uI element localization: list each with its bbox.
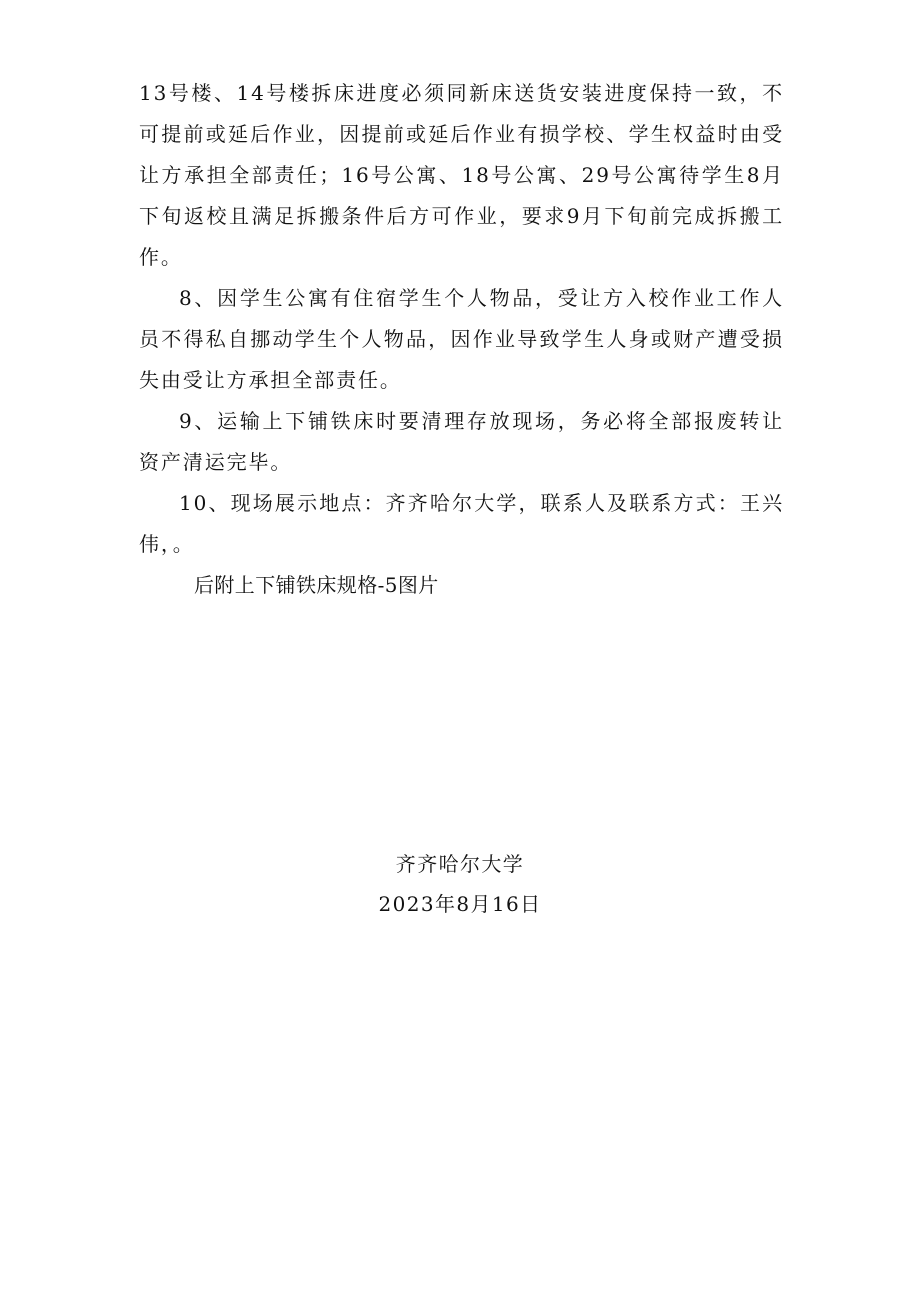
paragraph-item-9: 9、运输上下铺铁床时要清理存放现场，务必将全部报废转让资产清运完毕。 xyxy=(139,409,784,474)
document-body xyxy=(139,73,784,606)
signature-block xyxy=(0,844,920,924)
paragraph-item-10: 10、现场展示地点：齐齐哈尔大学，联系人及联系方式：王兴伟，。 xyxy=(139,491,784,556)
paragraph-item-8: 8、因学生公寓有住宿学生个人物品，受让方入校作业工作人员不得私自挪动学生个人物品，因作业导致学生人身或财产遭受损失由受让方承担全部责任。 xyxy=(139,286,784,392)
attachment-note: 后附上下铺铁床规格-5图片 xyxy=(194,573,439,597)
signature-organization: 齐齐哈尔大学 xyxy=(395,852,525,876)
paragraph-continuation: 13号楼、14号楼拆床进度必须同新床送货安装进度保持一致，不可提前或延后作业，因提前或延后作业有损学校、学生权益时由受让方承担全部责任；16号公寓、18号公寓、29号公寓待学生8月下旬返校且满足拆搬条件后方可作业，要求9月下旬前完成拆搬工作。 xyxy=(139,81,784,269)
signature-date: 2023年8月16日 xyxy=(378,892,542,916)
